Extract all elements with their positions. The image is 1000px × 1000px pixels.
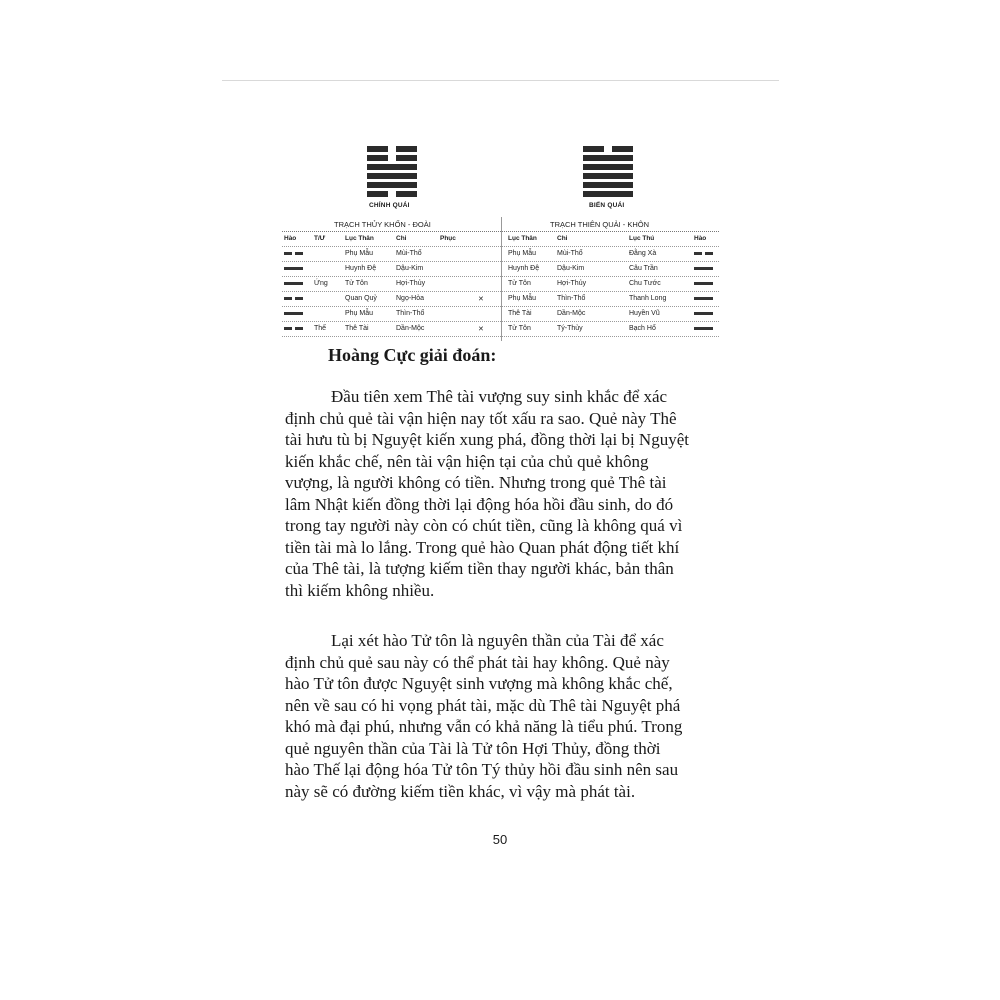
- header-luc-than: Lục Thân: [345, 235, 374, 242]
- left-line-mark: [284, 327, 303, 330]
- top-rule: [222, 80, 779, 81]
- chi-right-cell: Dậu-Kim: [557, 265, 585, 272]
- changed-hexagram-caption: BIẾN QUÁI: [589, 202, 625, 209]
- chi-cell: Dần-Mộc: [396, 325, 425, 332]
- table-row: [282, 262, 719, 277]
- text-line: kiến khắc chế, nên tài vận hiện tại của chủ quẻ không: [285, 451, 649, 471]
- paragraph-1: [285, 386, 725, 601]
- primary-hexagram-line-6: [367, 191, 417, 197]
- changed-hexagram-line-3: [583, 164, 633, 170]
- header-luc-than-right: Lục Thân: [508, 235, 537, 242]
- chi-cell: Hợi-Thủy: [396, 280, 426, 287]
- chi-cell: Dậu-Kim: [396, 265, 424, 272]
- text-line: này sẽ có đường kiếm tiền khác, vì vậy mà phát tài.: [285, 781, 636, 801]
- right-line-mark: [694, 327, 713, 330]
- text-line: định chủ quẻ tài vận hiện nay tốt xấu ra sao. Quẻ này Thê: [285, 408, 677, 428]
- chi-right-cell: Tý-Thủy: [557, 325, 583, 332]
- luc-thu-cell: Huyền Vũ: [629, 310, 660, 317]
- text-line: vượng, là người không có tiền. Nhưng trong quẻ Thê tài: [285, 473, 667, 492]
- luc-than-cell: Quan Quỷ: [345, 295, 377, 302]
- header-hao: Hào: [284, 235, 297, 242]
- chi-right-cell: Mùi-Thổ: [557, 250, 583, 257]
- chi-right-cell: Thìn-Thổ: [557, 295, 586, 302]
- text-line: của Thê tài, là tượng kiếm tiền thay người khác, bản thân: [285, 559, 674, 578]
- luc-than-right-cell: Tử Tôn: [508, 325, 531, 332]
- right-line-mark: [694, 282, 713, 285]
- luc-thu-cell: Chu Tước: [629, 280, 661, 287]
- table-body: [282, 247, 719, 337]
- paragraph-2: [285, 630, 725, 802]
- luc-than-right-cell: Phụ Mẫu: [508, 295, 537, 302]
- right-line-mark: [694, 312, 713, 315]
- right-line-mark: [694, 252, 713, 255]
- moving-mark: ✕: [478, 296, 484, 303]
- section-heading: Hoàng Cực giải đoán:: [328, 345, 497, 365]
- primary-hexagram-line-4: [367, 173, 417, 179]
- header-phuc: Phục: [440, 235, 456, 242]
- text-line: định chủ quẻ sau này có thể phát tài hay không. Quẻ này: [285, 652, 670, 672]
- table-row: [282, 307, 719, 322]
- text-line: thì kiếm không nhiều.: [285, 580, 435, 600]
- primary-hexagram-line-2: [367, 155, 417, 161]
- header-the-ung: T/Ư: [314, 235, 326, 242]
- table-header-row: [282, 232, 719, 247]
- chi-cell: Ngọ-Hỏa: [396, 295, 425, 302]
- chi-right-cell: Dần-Mộc: [557, 310, 586, 317]
- luc-than-cell: Tử Tôn: [345, 280, 368, 287]
- page-number: 50: [492, 832, 508, 847]
- header-hao-right: Hào: [694, 235, 707, 242]
- luc-than-cell: Phụ Mẫu: [345, 250, 374, 257]
- text-line: khó mà đại phú, nhưng vẫn có khả năng là tiểu phú. Trong: [285, 717, 683, 736]
- text-line: tiền tài mà lo lắng. Trong quẻ hào Quan phát động tiết khí: [285, 537, 680, 557]
- luc-than-right-cell: Phụ Mẫu: [508, 250, 537, 257]
- table-row: [282, 247, 719, 262]
- changed-hexagram-line-2: [583, 155, 633, 161]
- moving-mark: ✕: [478, 326, 484, 333]
- luc-thu-cell: Đằng Xà: [629, 250, 657, 257]
- changed-hexagram-line-1: [583, 146, 633, 152]
- text-line: hào Thế lại động hóa Tử tôn Tý thủy hồi đầu sinh nên sau: [285, 760, 679, 779]
- luc-thu-cell: Thanh Long: [629, 295, 667, 302]
- right-hexagram-title: TRẠCH THIÊN QUẢI - KHÔN: [550, 220, 650, 229]
- luc-thu-cell: Câu Trần: [629, 265, 658, 272]
- changed-hexagram: [583, 146, 633, 200]
- left-line-mark: [284, 312, 303, 315]
- left-line-mark: [284, 267, 303, 270]
- the-ung-cell: Ứng: [314, 280, 328, 287]
- primary-hexagram: [367, 146, 417, 200]
- chi-cell: Thìn-Thổ: [396, 310, 425, 317]
- text-line: trong tay người này còn có chút tiền, cũng là không quá vì: [285, 516, 683, 535]
- luc-than-cell: Thê Tài: [345, 325, 369, 332]
- text-line: quẻ nguyên thần của Tài là Tử tôn Hợi Thủy, đồng thời: [285, 738, 661, 758]
- left-line-mark: [284, 297, 303, 300]
- text-line: lâm Nhật kiến đồng thời lại động hóa hồi đầu sinh, do đó: [285, 494, 674, 514]
- chi-cell: Mùi-Thổ: [396, 250, 422, 257]
- luc-than-right-cell: Huynh Đệ: [508, 265, 540, 272]
- header-luc-thu: Lục Thú: [629, 235, 655, 242]
- hexagram-table: [282, 217, 719, 337]
- changed-hexagram-line-5: [583, 182, 633, 188]
- changed-hexagram-line-4: [583, 173, 633, 179]
- table-title-bar: [282, 217, 719, 232]
- primary-hexagram-line-1: [367, 146, 417, 152]
- text-line: Lại xét hào Tử tôn là nguyên thần của Tài để xác: [331, 631, 664, 650]
- chi-right-cell: Hợi-Thủy: [557, 280, 587, 287]
- luc-than-right-cell: Tử Tôn: [508, 280, 531, 287]
- right-line-mark: [694, 267, 713, 270]
- table-row: [282, 322, 719, 337]
- changed-hexagram-line-6: [583, 191, 633, 197]
- header-chi-right: Chi: [557, 235, 568, 242]
- luc-than-cell: Huynh Đệ: [345, 265, 377, 272]
- text-line: tài hưu tù bị Nguyệt kiến xung phá, đồng thời lại bị Nguyệt: [285, 430, 689, 449]
- left-hexagram-title: TRẠCH THỦY KHỐN - ĐOÀI: [334, 220, 431, 229]
- luc-thu-cell: Bạch Hổ: [629, 325, 656, 332]
- the-ung-cell: Thế: [314, 325, 327, 332]
- primary-hexagram-line-5: [367, 182, 417, 188]
- left-line-mark: [284, 252, 303, 255]
- primary-hexagram-line-3: [367, 164, 417, 170]
- text-line: hào Tử tôn được Nguyệt sinh vượng mà không khắc chế,: [285, 674, 673, 693]
- text-line: nên về sau có hi vọng phát tài, mặc dù Thê tài Nguyệt phá: [285, 695, 681, 715]
- header-chi: Chi: [396, 235, 407, 242]
- text-line: Đầu tiên xem Thê tài vượng suy sinh khắc để xác: [331, 387, 668, 406]
- right-line-mark: [694, 297, 713, 300]
- table-row: [282, 277, 719, 292]
- left-line-mark: [284, 282, 303, 285]
- primary-hexagram-caption: CHÍNH QUÁI: [369, 202, 410, 209]
- luc-than-cell: Phụ Mẫu: [345, 310, 374, 317]
- table-row: [282, 292, 719, 307]
- luc-than-right-cell: Thê Tài: [508, 310, 532, 317]
